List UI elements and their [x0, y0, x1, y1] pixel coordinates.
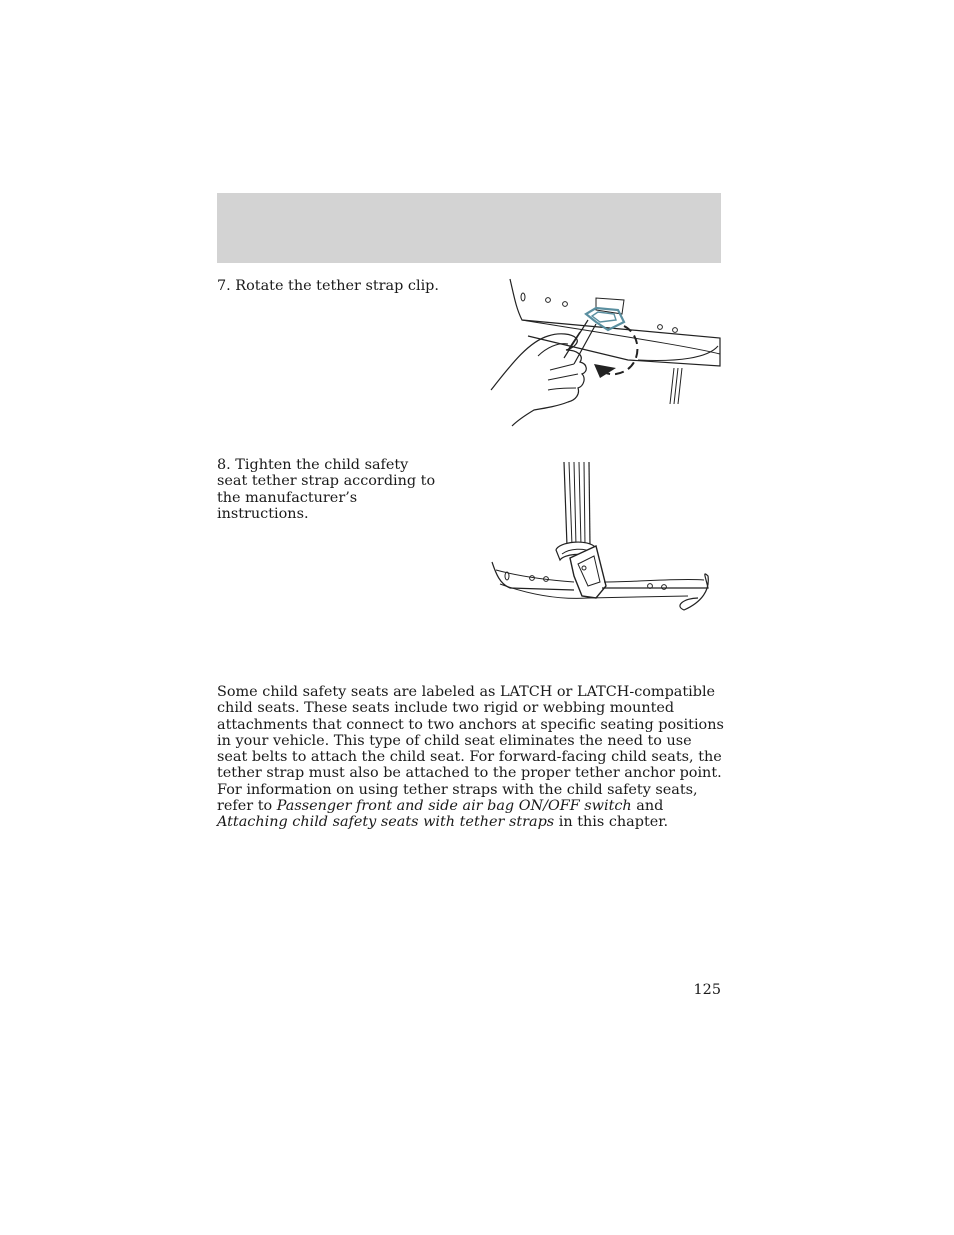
arrow-head-icon	[594, 364, 616, 378]
ref-tether-straps: Attaching child safety seats with tether straps	[217, 814, 555, 831]
rivet	[658, 325, 663, 330]
tether-strap	[574, 462, 576, 546]
seat-post	[670, 368, 674, 404]
rotate-tether-clip-illustration	[488, 276, 724, 428]
tighten-tether-strap-illustration	[488, 458, 724, 614]
latch-text-3: in this chapter.	[554, 814, 669, 831]
rivet	[521, 293, 525, 301]
tether-strap	[584, 462, 585, 546]
tether-strap	[569, 462, 572, 546]
rivet	[546, 298, 551, 303]
rivet	[662, 585, 667, 590]
tether-strap	[589, 462, 590, 546]
rivet	[673, 328, 678, 333]
rivet	[563, 302, 568, 307]
seat-back-lower-edge	[522, 320, 720, 354]
page-number: 125	[693, 982, 721, 998]
tether-strap	[579, 462, 581, 546]
hand-thumb	[538, 344, 568, 356]
latch-text-2: and	[631, 798, 664, 815]
header-band	[217, 193, 721, 263]
hand	[491, 334, 586, 426]
ref-airbag-switch: Passenger front and side air bag ON/OFF switch	[276, 798, 632, 815]
tether-strap	[564, 462, 567, 546]
latch-text-1: Some child safety seats are labeled as LATCH or LATCH-compatible child seats. These seats include two rigid or webbing mounted attachments that connect to two anchors at specific seating positions in your vehicle. This type of child seat eliminates the need to use seat belts to attach the child seat. For forward-facing child seats, the tether strap must also be attached to the proper tether anchor point. For information on using tether straps with the child safety seats, refer to	[217, 684, 724, 815]
seat-back-cushion-edge	[638, 346, 718, 360]
latch-paragraph	[217, 684, 725, 831]
seat-post	[678, 368, 682, 404]
seat-post	[674, 368, 678, 404]
step-8-text: 8. Tighten the child safety seat tether strap according to the manufacturer’s instructions.	[217, 457, 436, 522]
step-7-text: 7. Rotate the tether strap clip.	[217, 278, 439, 294]
hand-fingers	[548, 364, 578, 390]
